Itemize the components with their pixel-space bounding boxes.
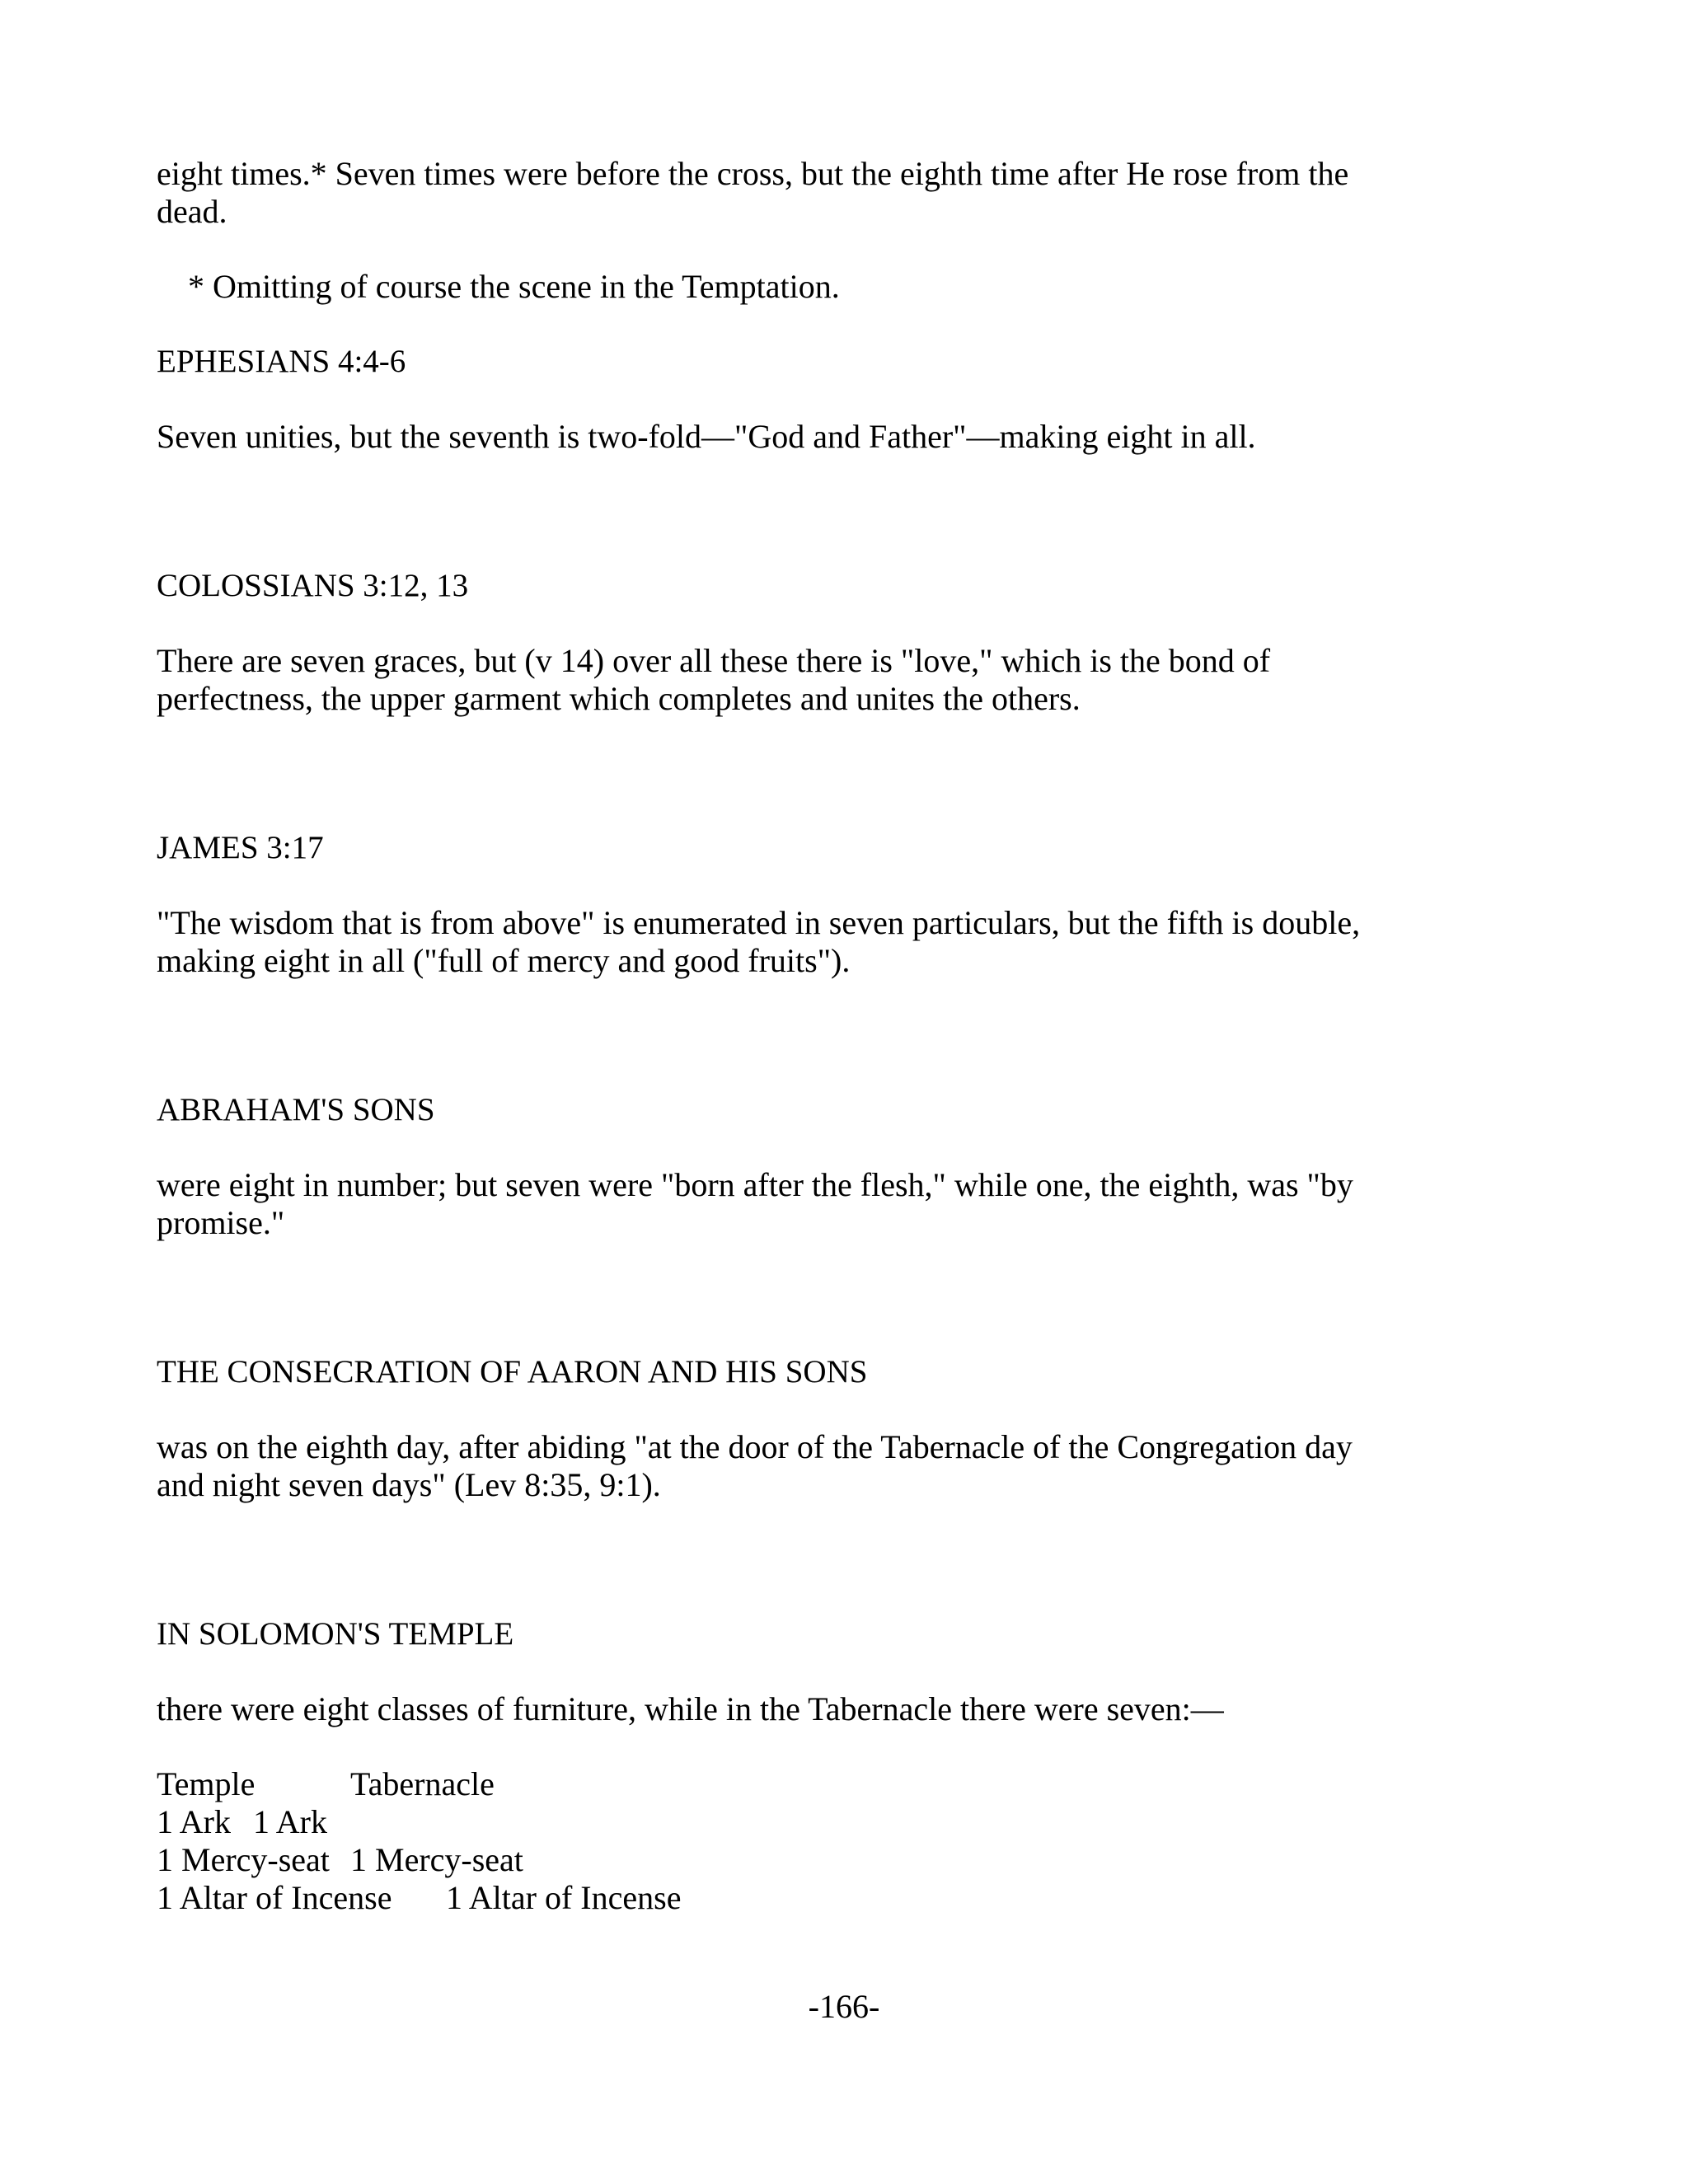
section-body-james-line-2: making eight in all ("full of mercy and good fruits"). (157, 942, 851, 979)
section-body-solomons-temple-line-1: there were eight classes of furniture, while in the Tabernacle there were seven:— (157, 1690, 1224, 1727)
page-number: -166- (808, 1988, 880, 2025)
table-header-temple: Temple (157, 1765, 256, 1802)
table-cell-tabernacle-altar-of-incense: 1 Altar of Incense (446, 1879, 682, 1916)
section-heading-abrahams-sons: ABRAHAM'S SONS (157, 1092, 435, 1127)
table-cell-temple-ark: 1 Ark (157, 1803, 231, 1840)
section-body-consecration-line-2: and night seven days" (Lev 8:35, 9:1). (157, 1466, 661, 1503)
footnote: * Omitting of course the scene in the Temptation. (188, 268, 840, 305)
table-cell-temple-mercy-seat: 1 Mercy-seat (157, 1841, 330, 1878)
intro-line-1: eight times.* Seven times were before the cross, but the eighth time after He rose from the (157, 155, 1349, 192)
section-body-colossians-line-2: perfectness, the upper garment which completes and unites the others. (157, 680, 1081, 717)
table-header-tabernacle: Tabernacle (350, 1765, 495, 1802)
section-heading-consecration: THE CONSECRATION OF AARON AND HIS SONS (157, 1354, 868, 1390)
section-heading-solomons-temple: IN SOLOMON'S TEMPLE (157, 1616, 514, 1652)
table-cell-tabernacle-ark: 1 Ark (253, 1803, 327, 1840)
section-body-ephesians-line-1: Seven unities, but the seventh is two-fold—"God and Father"—making eight in all. (157, 418, 1256, 455)
table-cell-temple-altar-of-incense: 1 Altar of Incense (157, 1879, 392, 1916)
section-heading-james: JAMES 3:17 (157, 830, 324, 865)
table-cell-tabernacle-mercy-seat: 1 Mercy-seat (350, 1841, 523, 1878)
section-body-james-line-1: "The wisdom that is from above" is enumerated in seven particulars, but the fifth is double, (157, 904, 1361, 941)
section-heading-colossians: COLOSSIANS 3:12, 13 (157, 568, 469, 603)
intro-line-2: dead. (157, 193, 227, 230)
section-heading-ephesians: EPHESIANS 4:4-6 (157, 344, 406, 379)
section-body-colossians-line-1: There are seven graces, but (v 14) over all these there is "love," which is the bond of (157, 642, 1271, 679)
section-body-abrahams-sons-line-2: promise." (157, 1204, 285, 1241)
section-body-consecration-line-1: was on the eighth day, after abiding "at the door of the Tabernacle of the Congregation day (157, 1428, 1353, 1465)
section-body-abrahams-sons-line-1: were eight in number; but seven were "born after the flesh," while one, the eighth, was "by (157, 1166, 1353, 1203)
